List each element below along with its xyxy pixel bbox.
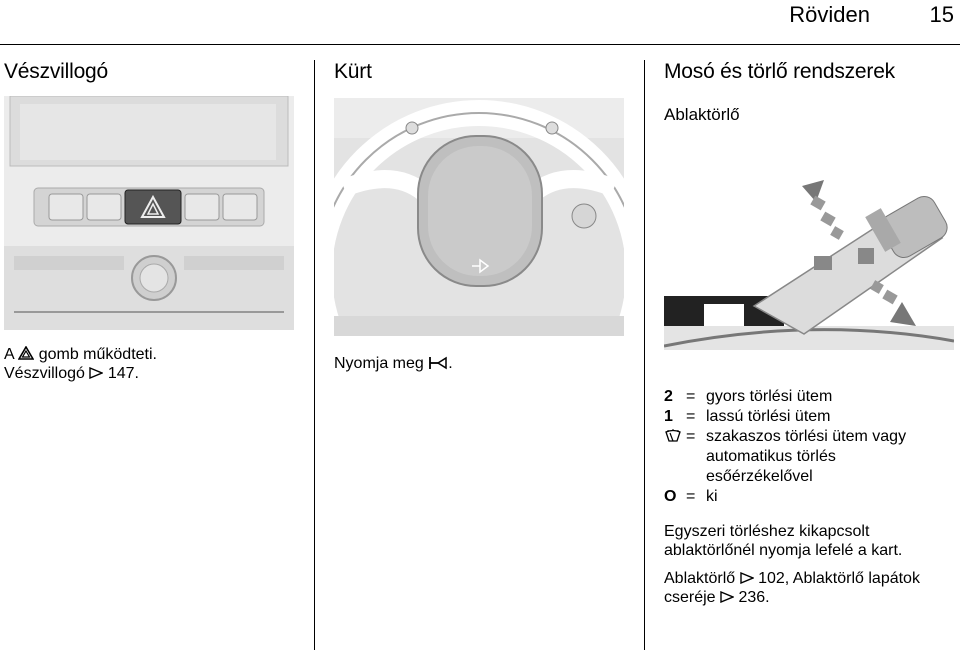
wiper-illustration xyxy=(664,176,954,350)
page-number: 15 xyxy=(929,2,954,27)
wiper-references xyxy=(664,569,960,607)
horn-icon xyxy=(428,356,448,370)
horn-illustration xyxy=(334,98,624,336)
hazard-text-line1: A gomb működteti. xyxy=(4,346,157,363)
legend-row-fast: 2 = gyors törlési ütem xyxy=(664,388,833,405)
reference-arrow-icon xyxy=(720,591,734,603)
reference-arrow-icon xyxy=(740,572,754,584)
running-title: Röviden xyxy=(789,2,870,27)
wiper-subheading: Ablaktörlő xyxy=(664,105,740,124)
horn-heading: Kürt xyxy=(334,60,372,83)
legend-row-interval: = szakaszos törlési ütem vagy xyxy=(664,428,906,446)
interval-wiper-icon xyxy=(664,429,682,443)
legend-row-interval-cont2: esőérzékelővel xyxy=(706,468,813,485)
washer-wiper-heading: Mosó és törlő rendszerek xyxy=(664,60,895,83)
hazard-text xyxy=(4,345,304,383)
column-divider-1 xyxy=(314,60,315,650)
legend-row-slow: 1 = lassú törlési ütem xyxy=(664,408,831,425)
wiper-reference[interactable]: Ablaktörlő 102, Ablaktörlő lapátok xyxy=(664,570,920,587)
hazard-triangle-icon xyxy=(18,346,34,360)
horn-text: Nyomja meg . xyxy=(334,355,453,372)
wiper-blade-reference[interactable]: cseréje 236. xyxy=(664,589,770,606)
hazard-reference[interactable]: Vészvillogó 147. xyxy=(4,365,139,382)
legend-row-interval-cont1: automatikus törlés xyxy=(706,448,836,465)
legend-row-off: O = ki xyxy=(664,488,718,505)
header-rule xyxy=(0,44,960,45)
single-wipe-paragraph: Egyszeri törléshez kikapcsolt ablaktörlőnél nyomja lefelé a kart. xyxy=(664,523,903,559)
hazard-heading: Vészvillogó xyxy=(4,60,109,83)
hazard-illustration xyxy=(4,96,294,330)
column-divider-2 xyxy=(644,60,645,650)
reference-arrow-icon xyxy=(89,367,103,379)
